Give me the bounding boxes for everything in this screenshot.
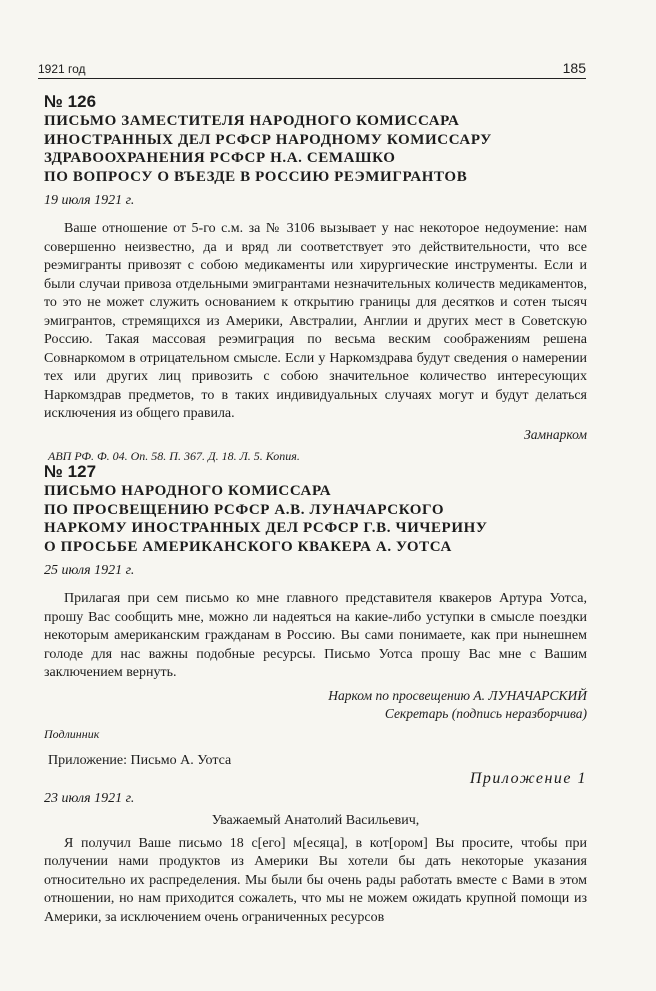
- doc-127-title-line: ПИСЬМО НАРОДНОГО КОМИССАРА: [44, 483, 332, 499]
- doc-127-title-line: ПО ПРОСВЕЩЕНИЮ РСФСР А.В. ЛУНАЧАРСКОГО: [44, 501, 445, 518]
- appendix-body: Я получил Ваше письмо 18 с[его] м[есяца], в кот[ором] Вы просите, чтобы при получении нами продуктов из Америки Вы хотели бы дать некоторые указания относительно их распределения. Мы были бы очень рады работать вместе с Вами в этом отношении, но нам приходится сожалеть, что мы не можем ожидать крупной помощи из Америки, за исключением очень ограниченных ресурсов: [44, 835, 587, 925]
- doc-127-source: Подлинник: [44, 726, 100, 741]
- doc-127-signature-narkom: Нарком по просвещению А. ЛУНАЧАРСКИЙ: [328, 687, 587, 703]
- doc-127-body: Прилагая при сем письмо ко мне главного представителя квакеров Артура Уотса, прошу Вас сообщить мне, можно ли надеяться на какие-либо уступки в смысле поездки некоторым американским гражданам в Россию. Вы сами понимаете, как при нынешнем голоде для нас важны подобные ресурсы. Письмо Уотса прошу Вас мне с Вашим заключением вернуть.: [44, 591, 587, 680]
- appendix-label: Приложение 1: [469, 770, 587, 787]
- doc-126-title-line: ЗДРАВООХРАНЕНИЯ РСФСР Н.А. СЕМАШКО: [44, 150, 396, 166]
- doc-126-title: [44, 112, 587, 186]
- doc-127-number: № 127: [44, 462, 97, 481]
- doc-127-title-line: О ПРОСЬБЕ АМЕРИКАНСКОГО КВАКЕРА А. УОТСА: [44, 538, 452, 555]
- appendix-1: [44, 770, 587, 927]
- doc-126-number: № 126: [44, 92, 97, 111]
- appendix-greeting: Уважаемый Анатолий Васильевич,: [211, 813, 420, 828]
- doc-127-title: [44, 482, 587, 556]
- doc-127-attachment: Приложение: Письмо А. Уотса: [48, 752, 232, 768]
- doc-126-date: 19 июля 1921 г.: [44, 193, 135, 208]
- doc-126-title-line: ПИСЬМО ЗАМЕСТИТЕЛЯ НАРОДНОГО КОМИССАРА: [44, 113, 460, 129]
- doc-126-title-line: ПО ВОПРОСУ О ВЪЕЗДЕ В РОССИЮ РЕЭМИГРАНТОВ: [44, 168, 468, 185]
- document-126: [44, 92, 587, 464]
- doc-126-source: АВП РФ. Ф. 04. Оп. 58. П. 367. Д. 18. Л. 5. Копия.: [48, 449, 300, 463]
- doc-126-signature: Замнарком: [524, 426, 587, 442]
- appendix-date: 23 июля 1921 г.: [44, 791, 135, 806]
- doc-127-date: 25 июля 1921 г.: [44, 563, 135, 578]
- document-127: [44, 462, 587, 770]
- page-number: 185: [562, 60, 586, 76]
- running-header: [38, 56, 586, 79]
- doc-127-title-line: НАРКОМУ ИНОСТРАННЫХ ДЕЛ РСФСР Г.В. ЧИЧЕРИНУ: [44, 520, 488, 536]
- header-year: 1921 год: [38, 62, 86, 76]
- doc-126-title-line: ИНОСТРАННЫХ ДЕЛ РСФСР НАРОДНОМУ КОМИССАРУ: [44, 131, 492, 148]
- doc-127-signature-secretary: Секретарь (подпись неразборчива): [384, 706, 587, 721]
- doc-126-body: Ваше отношение от 5-го с.м. за № 3106 вызывает у нас некоторое недоумение: нам совершенно неизвестно, да и вряд ли соответствует это действительности, что все реэмигранты привозят с собою медикаменты или хирургические инструменты. Если и были случаи привоза отдельными эмигрантами незначительных количеств медикаментов, то это не может служить основанием к открытию границы для десятков и сотен тысяч эмигрантов, стремящихся из Америки, Австралии, Англии и других мест в Советскую Россию. Такая массовая реэмиграция по весьма веским соображениям решена Совнаркомом в отрицательном смысле. Если у Наркомздрава будут сведения о намерении тех или других лиц привозить с собою значительное количество интересующих Наркомздрав предметов, то в таких индивидуальных случаях могут и будут делаться исключения из общего правила.: [44, 221, 587, 421]
